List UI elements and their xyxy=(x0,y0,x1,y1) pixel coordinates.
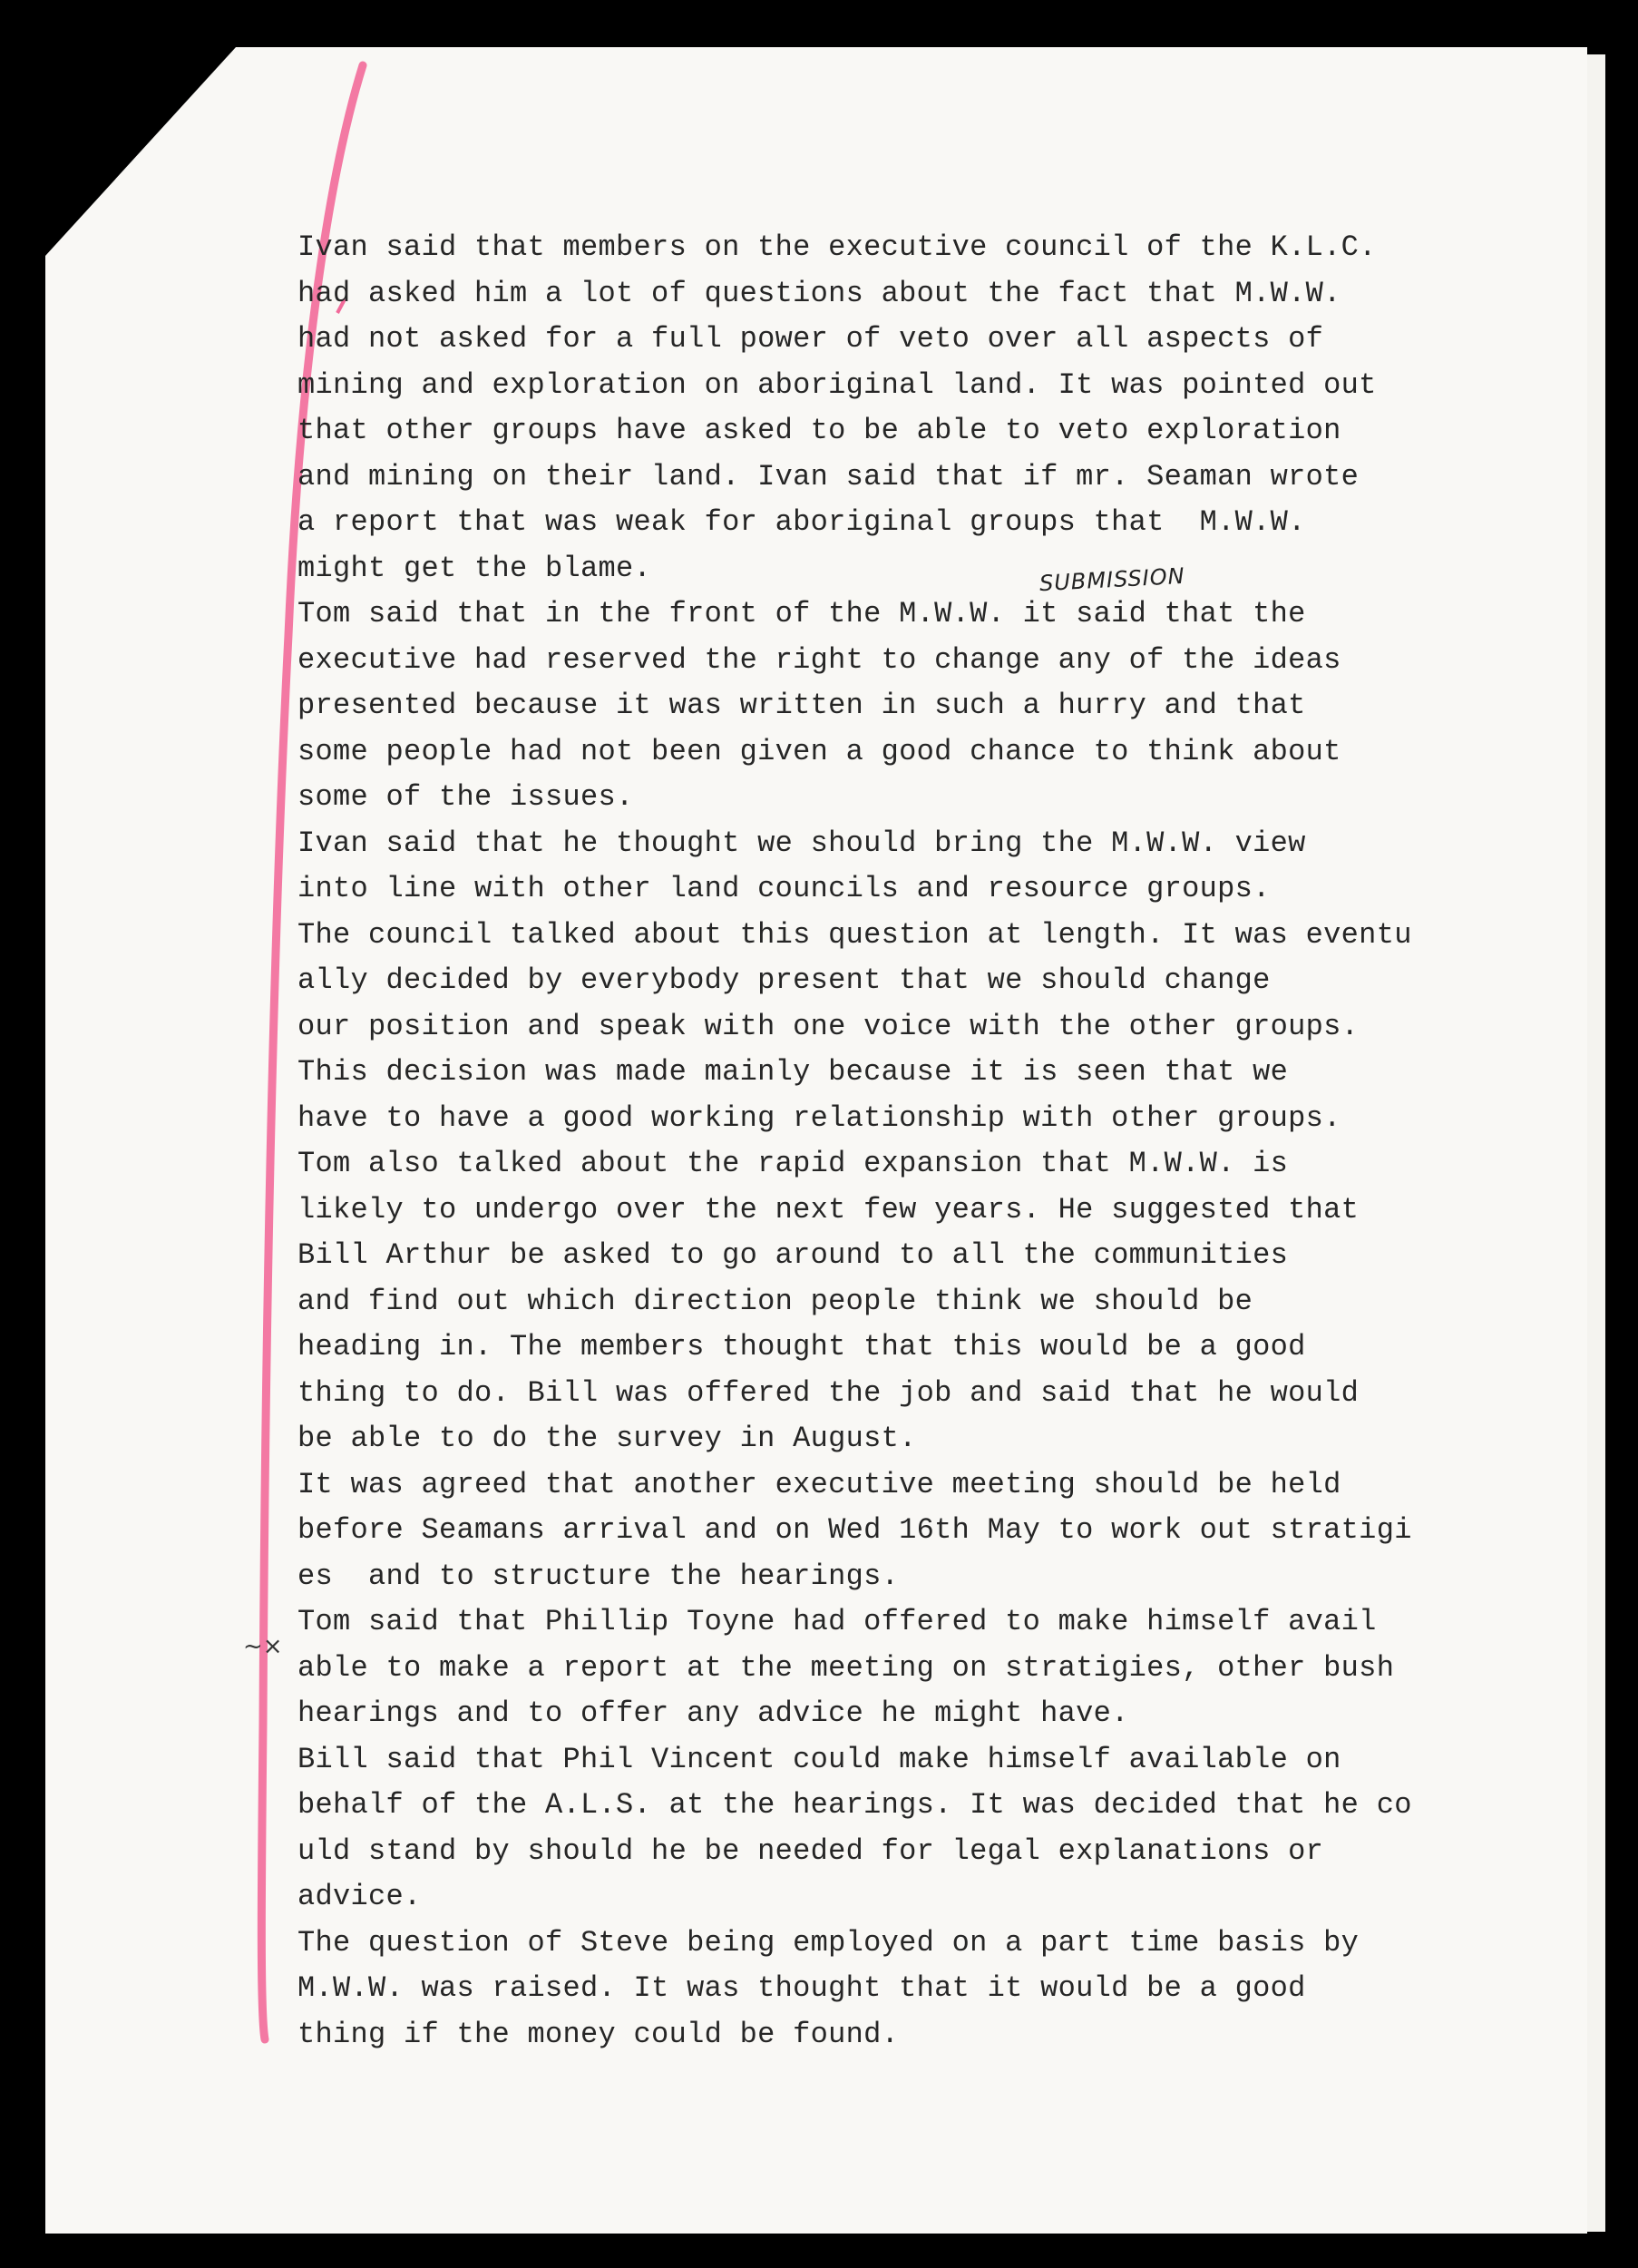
typed-minutes-text xyxy=(297,225,1585,2058)
text-line: thing to do. Bill was offered the job and said that he would xyxy=(297,1375,1360,1410)
text-line: Tom said that in the front of the M.W.W. it said that the xyxy=(297,597,1306,631)
text-line: had not asked for a full power of veto over all aspects of xyxy=(297,322,1324,356)
margin-annotation: ~× xyxy=(243,1633,283,1660)
text-line: presented because it was written in such a hurry and that xyxy=(297,689,1306,722)
text-line: hearings and to offer any advice he might have. xyxy=(297,1696,1129,1730)
text-line: Ivan said that members on the executive council of the K.L.C. xyxy=(297,230,1377,264)
text-line: before Seamans arrival and on Wed 16th May to work out stratigi xyxy=(297,1513,1412,1547)
text-line: into line with other land councils and resource groups. xyxy=(297,872,1271,905)
handwritten-insertion: SUBMISSION xyxy=(1038,562,1186,597)
text-line: mining and exploration on aboriginal land. It was pointed out xyxy=(297,367,1377,402)
text-line: It was agreed that another executive meeting should be held xyxy=(297,1467,1341,1501)
text-line: able to make a report at the meeting on stratigies, other bush xyxy=(297,1650,1395,1685)
text-line: Ivan said that he thought we should bring the M.W.W. view xyxy=(297,826,1306,860)
text-line: have to have a good working relationship with other groups. xyxy=(297,1100,1341,1135)
text-line: advice. xyxy=(297,1880,422,1913)
text-line: uld stand by should he be needed for legal explanations or xyxy=(297,1833,1324,1868)
text-line: our position and speak with one voice with the other groups. xyxy=(297,1009,1360,1043)
text-line: some people had not been given a good chance to think about xyxy=(297,734,1341,768)
text-line: heading in. The members thought that this would be a good xyxy=(297,1330,1306,1364)
text-line: Bill Arthur be asked to go around to all the communities xyxy=(297,1238,1289,1272)
text-line: might get the blame. xyxy=(297,551,652,585)
text-line: a report that was weak for aboriginal groups that M.W.W. xyxy=(297,505,1306,539)
text-line: behalf of the A.L.S. at the hearings. It was decided that he co xyxy=(297,1788,1412,1822)
text-line: The council talked about this question at length. It was eventu xyxy=(297,917,1412,952)
text-line: The question of Steve being employed on a part time basis by xyxy=(297,1925,1360,1960)
text-line: that other groups have asked to be able to veto exploration xyxy=(297,414,1341,447)
text-line: M.W.W. was raised. It was thought that it would be a good xyxy=(297,1971,1306,2005)
text-line: Bill said that Phil Vincent could make himself available on xyxy=(297,1742,1341,1776)
text-line: Tom said that Phillip Toyne had offered to make himself avail xyxy=(297,1605,1377,1638)
text-line: Tom also talked about the rapid expansion that M.W.W. is xyxy=(297,1147,1289,1180)
text-line: thing if the money could be found. xyxy=(297,2017,900,2051)
text-line: and mining on their land. Ivan said that if mr. Seaman wrote xyxy=(297,459,1360,494)
text-line: es and to structure the hearings. xyxy=(297,1559,900,1593)
text-line: ally decided by everybody present that we should change xyxy=(297,963,1271,997)
text-line: some of the issues. xyxy=(297,780,634,814)
text-line: likely to undergo over the next few years. He suggested that xyxy=(297,1192,1360,1227)
text-line: had asked him a lot of questions about the fact that M.W.W. xyxy=(297,276,1341,310)
text-line: be able to do the survey in August. xyxy=(297,1422,917,1455)
text-line: executive had reserved the right to change any of the ideas xyxy=(297,642,1341,677)
text-line: and find out which direction people think we should be xyxy=(297,1284,1253,1318)
text-line: This decision was made mainly because it is seen that we xyxy=(297,1055,1289,1089)
